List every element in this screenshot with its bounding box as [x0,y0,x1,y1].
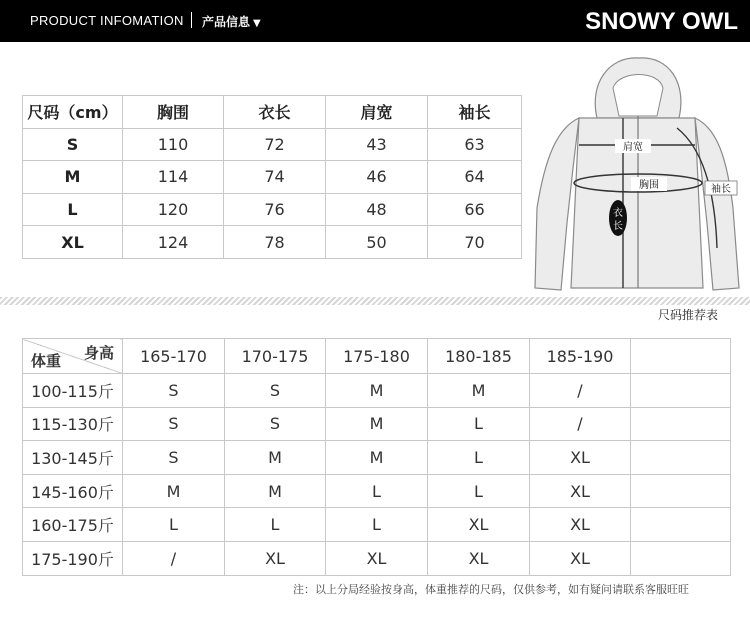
size-cell: 114 [123,161,224,194]
recommend-size-cell: S [225,374,326,408]
shoulder-label: 肩宽 [623,142,643,153]
recommend-size-cell: XL [530,541,631,575]
weight-row-label: 130-145斤 [23,441,123,475]
recommend-size-cell: M [326,407,428,441]
size-cell: 63 [428,128,522,161]
size-table-row [23,161,522,194]
jacket-diagram [527,48,747,298]
recommend-table-row [23,474,731,508]
recommend-title: 尺码推荐表 [657,308,718,322]
size-header-cell: 肩宽 [326,96,428,129]
recommend-size-cell: S [123,441,225,475]
length-label-top: 衣 [613,208,623,219]
weight-corner-label: 体重 [31,352,62,370]
height-header-cell: 170-175 [225,339,326,374]
size-cell: 74 [224,161,326,194]
size-cell: 50 [326,226,428,259]
size-header-cell: 胸围 [123,96,224,129]
recommend-size-cell: L [123,508,225,542]
height-header-cell: 185-190 [530,339,631,374]
recommend-size-cell [631,441,731,475]
size-row-label: L [23,193,123,226]
size-cell: 66 [428,193,522,226]
dropdown-triangle-icon: ▼ [253,18,261,29]
recommend-size-cell: L [326,508,428,542]
recommend-size-cell: M [428,374,530,408]
recommend-size-cell: M [225,474,326,508]
size-table-body [23,96,522,259]
recommend-size-cell: L [428,474,530,508]
recommend-table [22,338,731,576]
size-cell: 120 [123,193,224,226]
size-cell: 43 [326,128,428,161]
recommend-size-cell: S [123,407,225,441]
recommend-table-body [23,339,731,576]
height-header-cell: 175-180 [326,339,428,374]
weight-row-label: 160-175斤 [23,508,123,542]
weight-row-label: 115-130斤 [23,407,123,441]
size-cell: 76 [224,193,326,226]
size-cell: 110 [123,128,224,161]
recommend-size-cell: XL [530,508,631,542]
recommend-size-cell: L [326,474,428,508]
recommend-size-cell: XL [326,541,428,575]
recommend-size-cell: L [428,441,530,475]
size-header-cell: 袖长 [428,96,522,129]
length-label-bottom: 长 [613,221,623,232]
size-cell: 72 [224,128,326,161]
weight-row-label: 175-190斤 [23,541,123,575]
top-banner [0,0,750,42]
recommend-size-cell: XL [428,541,530,575]
size-header-cell: 尺码（cm） [23,96,123,129]
recommend-table-header [23,339,731,374]
section-title: PRODUCT INFOMATION [30,13,184,28]
striped-divider [0,297,750,305]
size-row-label: M [23,161,123,194]
recommend-size-cell [631,407,731,441]
recommend-size-cell: M [225,441,326,475]
size-cell: 46 [326,161,428,194]
size-header-cell: 衣长 [224,96,326,129]
recommend-table-row [23,541,731,575]
recommend-size-cell: M [326,374,428,408]
recommend-size-cell [631,374,731,408]
recommend-size-cell: XL [428,508,530,542]
size-cell: 64 [428,161,522,194]
section-title-cn: 产品信息 [202,15,251,29]
recommend-size-cell: XL [530,474,631,508]
recommend-size-cell: / [530,374,631,408]
hood-opening [613,75,663,117]
recommend-size-cell: M [326,441,428,475]
recommend-table-row [23,407,731,441]
recommend-size-cell: M [123,474,225,508]
recommend-table-row [23,508,731,542]
height-header-cell: 180-185 [428,339,530,374]
recommend-size-cell: S [225,407,326,441]
size-cell: 48 [326,193,428,226]
size-table-row [23,128,522,161]
size-row-label: XL [23,226,123,259]
height-header-cell: 165-170 [123,339,225,374]
title-divider [191,12,192,28]
size-table-row [23,226,522,259]
weight-row-label: 145-160斤 [23,474,123,508]
recommend-size-cell [631,541,731,575]
section-dropdown[interactable] [202,13,261,30]
recommend-size-cell [631,508,731,542]
corner-cell [23,339,123,374]
recommend-size-cell: / [123,541,225,575]
recommend-table-row [23,374,731,408]
size-table [22,95,522,259]
size-row-label: S [23,128,123,161]
recommend-size-cell: XL [225,541,326,575]
recommend-size-cell: XL [530,441,631,475]
brand-logo: SNOWY OWL [585,8,738,35]
recommend-size-cell: L [428,407,530,441]
weight-row-label: 100-115斤 [23,374,123,408]
sleeve-label: 袖长 [711,184,731,195]
recommend-size-cell [631,474,731,508]
recommend-size-cell: / [530,407,631,441]
recommend-size-cell: L [225,508,326,542]
size-table-row [23,193,522,226]
chest-label: 胸围 [639,180,659,191]
height-corner-label: 身高 [83,344,114,362]
height-header-cell [631,339,731,374]
size-table-header [23,96,522,129]
recommend-table-row [23,441,731,475]
recommend-size-cell: S [123,374,225,408]
size-cell: 78 [224,226,326,259]
size-cell: 70 [428,226,522,259]
footnote: 注：以上分局经验按身高，体重推荐的尺码，仅供参考，如有疑问请联系客服旺旺 [293,583,689,596]
size-cell: 124 [123,226,224,259]
